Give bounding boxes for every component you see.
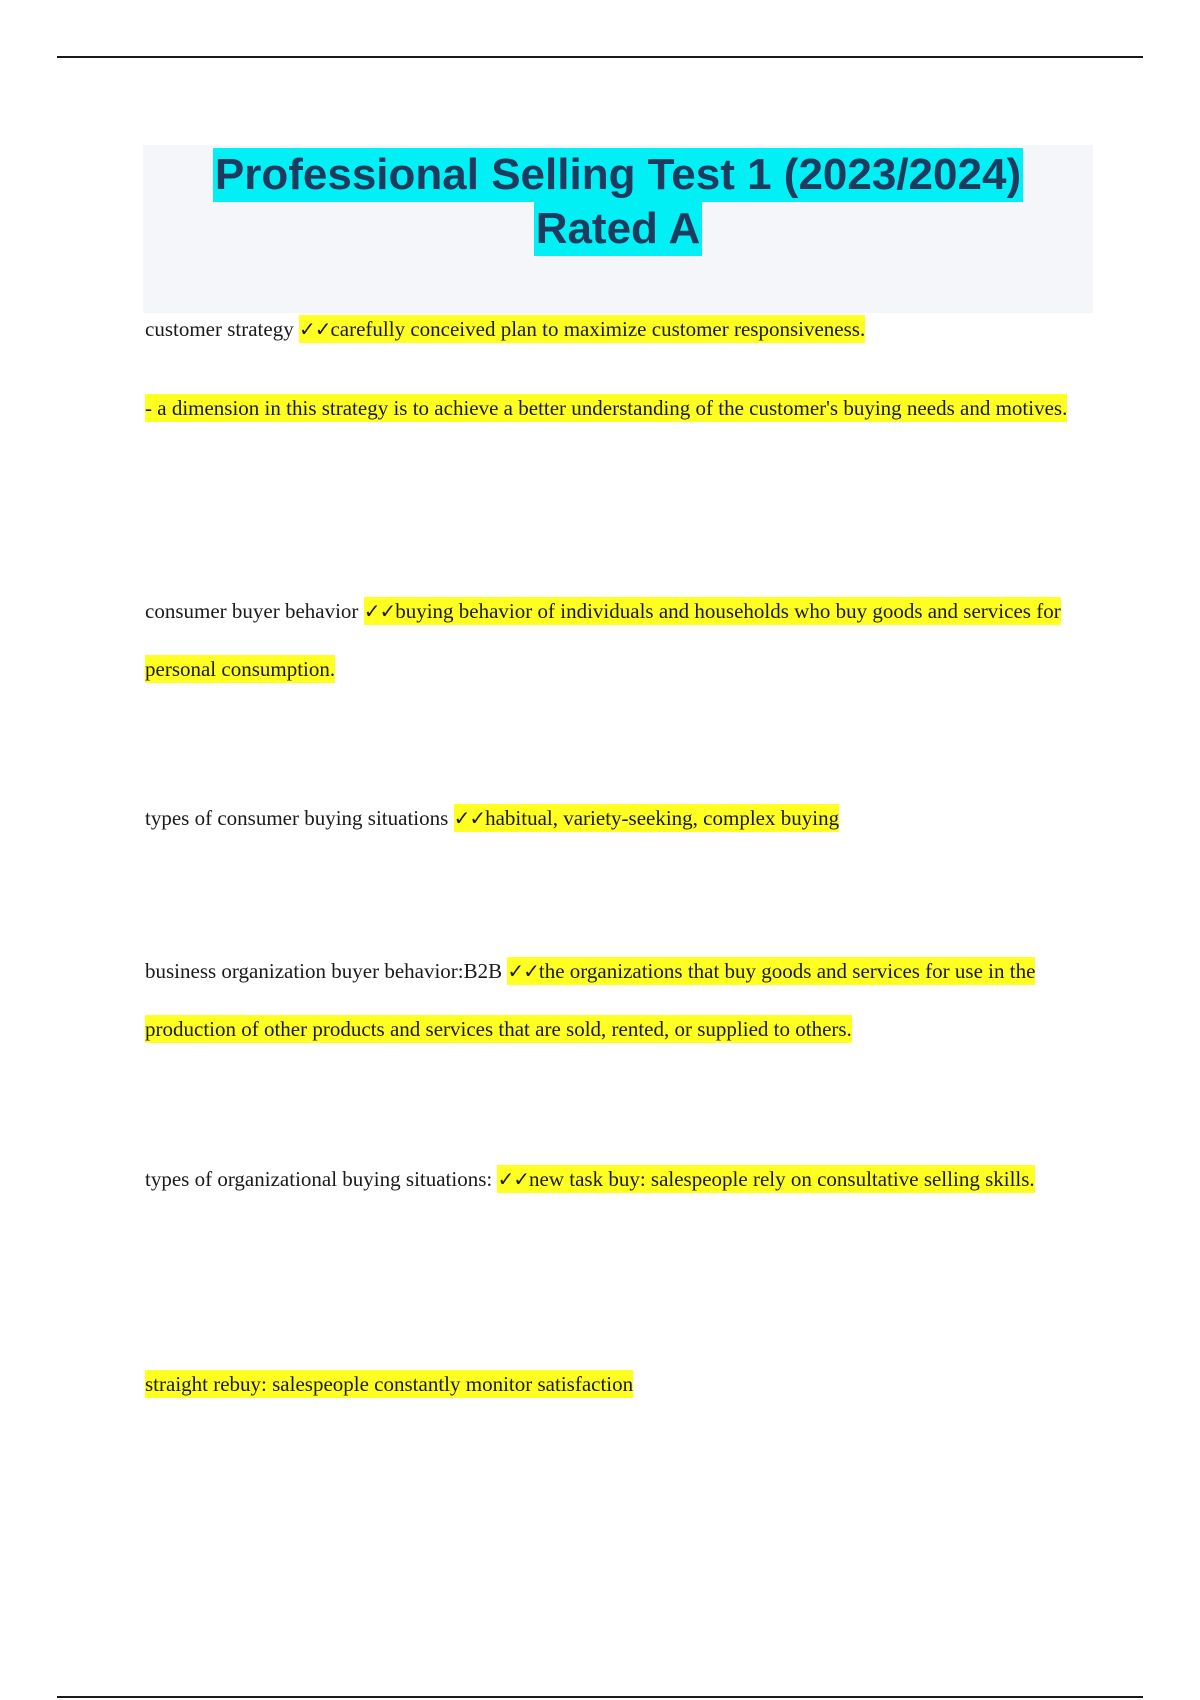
entry-definition: buying behavior of individuals and households who buy goods and services for personal consumption. (145, 599, 1061, 681)
entry-business-buyer-behavior (145, 942, 1095, 1058)
entry-customer-strategy (145, 300, 1095, 358)
entry-definition: carefully conceived plan to maximize customer responsiveness. (330, 317, 866, 341)
entry-definition: habitual, variety-seeking, complex buying (485, 806, 840, 830)
entry-term: business organization buyer behavior:B2B (145, 959, 503, 983)
page-title-line1: Professional Selling Test 1 (2023/2024) (213, 148, 1023, 202)
entry-answer (497, 1165, 1034, 1193)
entry-continuation-text: - a dimension in this strategy is to achieve a better understanding of the customer's buying needs and motives. (145, 396, 1068, 420)
entry-term: types of organizational buying situations: (145, 1167, 493, 1191)
entry-continuation (145, 379, 1095, 437)
title-banner (143, 145, 1093, 313)
top-rule (57, 56, 1143, 58)
entry-continuation (145, 1355, 1095, 1413)
entry-definition: the organizations that buy goods and services for use in the production of other products and services that are sold, rented, or supplied to others. (145, 959, 1036, 1041)
double-check-icon: ✓✓ (497, 1167, 529, 1191)
double-check-icon: ✓✓ (507, 959, 539, 983)
entry-term: types of consumer buying situations (145, 806, 449, 830)
double-check-icon: ✓✓ (298, 317, 331, 341)
page-title-line2: Rated A (534, 202, 703, 256)
bottom-rule (57, 1696, 1143, 1698)
double-check-icon: ✓✓ (453, 806, 486, 830)
entry-organizational-buying-situations (145, 1150, 1095, 1208)
entry-term: customer strategy (145, 317, 294, 341)
entry-answer (299, 315, 865, 343)
double-check-icon: ✓✓ (363, 599, 396, 623)
entry-definition: new task buy: salespeople rely on consultative selling skills. (529, 1167, 1035, 1191)
entry-continuation-text: straight rebuy: salespeople constantly monitor satisfaction (145, 1372, 634, 1396)
entry-consumer-buyer-behavior (145, 582, 1095, 698)
entry-term: consumer buyer behavior (145, 599, 359, 623)
entry-consumer-buying-situations (145, 789, 1095, 847)
entry-answer (454, 804, 840, 832)
